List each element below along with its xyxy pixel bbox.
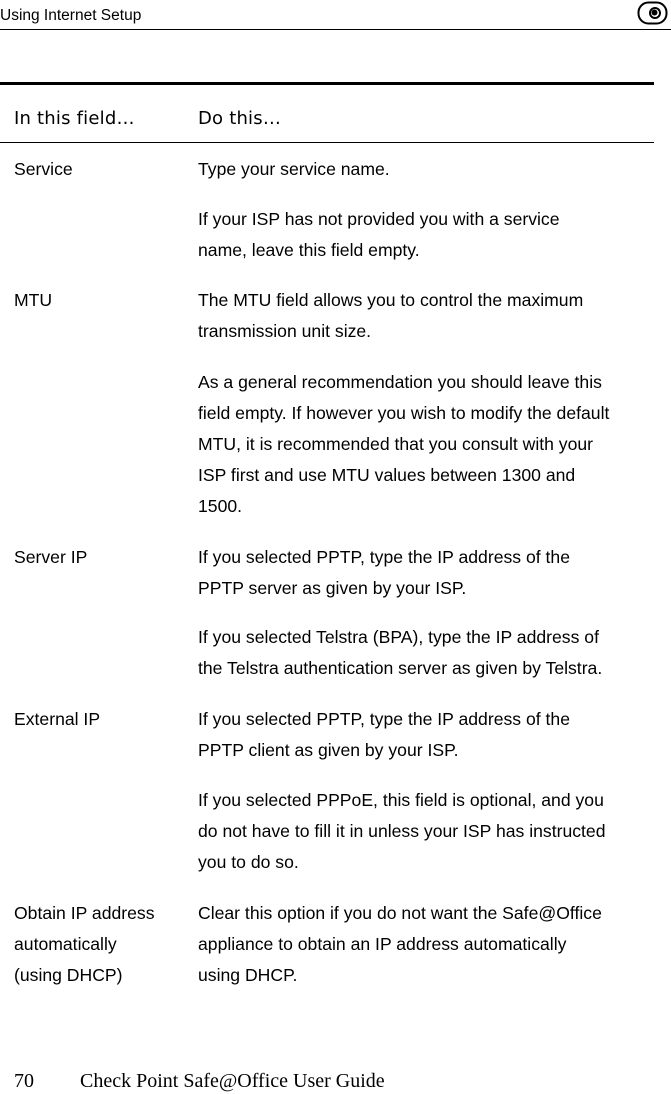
table-header-rule [0,142,654,143]
description-line: do not have to fill it in unless your ISP has instructed [198,821,606,841]
description-line: If you selected Telstra (BPA), type the IP address of [198,627,599,647]
field-name: automatically [14,934,117,954]
description-line: As a general recommendation you should leave this [198,372,602,392]
description-line: If you selected PPTP, type the IP address of the [198,709,570,729]
description-line: transmission unit size. [198,321,372,341]
description-line: the Telstra authentication server as given by Telstra. [198,658,603,678]
description-line: Clear this option if you do not want the Safe@Office [198,903,602,923]
field-name: Obtain IP address [14,903,155,923]
column-header-field: In this field… [14,108,135,129]
description-line: If your ISP has not provided you with a service [198,209,560,229]
description-line: you to do so. [198,852,299,872]
page-number: 70 [14,1070,34,1092]
header-divider [0,29,671,30]
eye-icon [637,1,668,25]
description-line: If you selected PPPoE, this field is optional, and you [198,790,604,810]
description-line: PPTP client as given by your ISP. [198,740,459,760]
description-line: name, leave this field empty. [198,240,420,260]
description-line: PPTP server as given by your ISP. [198,578,467,598]
description-line: Type your service name. [198,159,390,179]
header-title: Using Internet Setup [0,7,142,24]
description-line: The MTU field allows you to control the maximum [198,290,584,310]
description-line: ISP first and use MTU values between 1300 and [198,465,576,485]
description-line: 1500. [198,496,243,516]
table-top-rule [0,82,654,85]
field-name: External IP [14,709,101,729]
page-footer [14,1070,385,1093]
column-header-action: Do this… [198,108,282,129]
page-header [0,0,671,31]
description-line: using DHCP. [198,965,298,985]
field-name: MTU [14,290,53,310]
field-name: (using DHCP) [14,965,123,985]
description-line: MTU, it is recommended that you consult with your [198,434,594,454]
description-line: field empty. If however you wish to modify the default [198,403,610,423]
description-line: If you selected PPTP, type the IP address of the [198,547,570,567]
description-line: appliance to obtain an IP address automatically [198,934,567,954]
field-name: Service [14,159,73,179]
field-name: Server IP [14,547,88,567]
book-title: Check Point Safe@Office User Guide [80,1070,385,1092]
